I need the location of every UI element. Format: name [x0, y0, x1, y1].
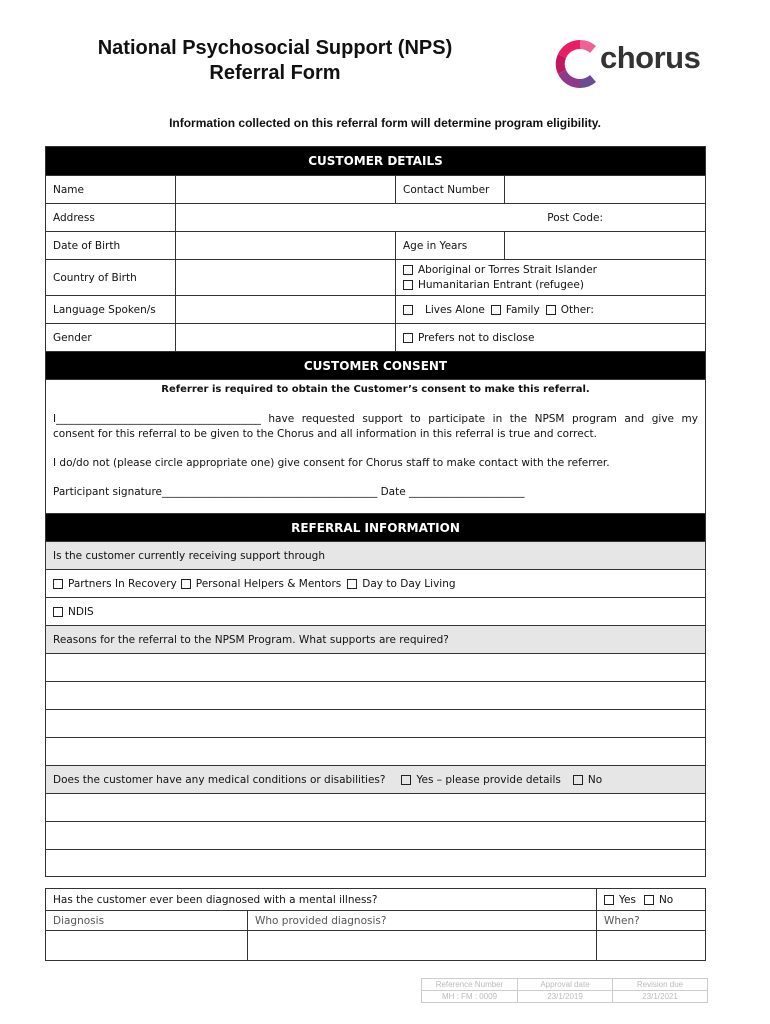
identity-options	[395, 260, 705, 295]
approval-date-label: Approval date	[517, 979, 612, 990]
intro-text: Information collected on this referral form will determine program eligibility.	[169, 116, 601, 130]
gender-row	[46, 323, 705, 351]
diagnosis-no-option[interactable]	[644, 894, 673, 906]
age-label: Age in Years	[395, 232, 504, 259]
medical-question-cell	[46, 766, 705, 793]
name-row	[46, 175, 705, 203]
customer-consent-header-row	[46, 351, 705, 379]
diagnosis-answer-row	[46, 930, 705, 960]
dtdl-text: Day to Day Living	[362, 577, 456, 590]
logo-wordmark: chorus	[600, 40, 701, 75]
diagnosis-table	[45, 888, 706, 961]
phm-text: Personal Helpers & Mentors	[195, 577, 342, 590]
other-option[interactable]	[546, 304, 594, 316]
medical-yes-text: Yes – please provide details	[416, 773, 561, 786]
medical-yes-checkbox[interactable]	[401, 775, 411, 785]
pir-text: Partners In Recovery	[68, 577, 177, 590]
humanitarian-option[interactable]	[403, 278, 584, 293]
language-label: Language Spoken/s	[53, 303, 156, 316]
diagnosis-yes-option[interactable]	[604, 894, 636, 906]
contact-number-field[interactable]	[504, 176, 705, 203]
age-field[interactable]	[504, 232, 705, 259]
diagnosis-options	[596, 889, 705, 910]
referral-form-table	[45, 146, 706, 877]
country-row	[46, 259, 705, 295]
provider-col-header: Who provided diagnosis?	[247, 911, 596, 930]
gender-options	[395, 324, 705, 351]
aboriginal-text: Aboriginal or Torres Strait Islander	[418, 263, 597, 276]
family-text: Family	[505, 303, 540, 316]
language-field[interactable]	[175, 296, 395, 323]
medical-no-text: No	[587, 773, 603, 786]
medical-yes-option[interactable]	[401, 774, 560, 786]
reasons-question: Reasons for the referral to the NPSM Program. What supports are required?	[46, 626, 705, 653]
country-label: Country of Birth	[53, 271, 137, 284]
contact-consent-text: I do/do not (please circle appropriate one) give consent for Chorus staff to make contact with the referrer.	[53, 457, 610, 469]
address-field[interactable]	[175, 204, 705, 231]
medical-answer-line-3[interactable]	[46, 849, 705, 876]
reasons-answer-line-3[interactable]	[46, 709, 705, 737]
reasons-answer-line-4[interactable]	[46, 737, 705, 765]
customer-consent-heading: CUSTOMER CONSENT	[46, 352, 705, 379]
diagnosis-col-header: Diagnosis	[53, 914, 105, 927]
diagnosis-yes-text: Yes	[619, 893, 636, 906]
dtdl-option[interactable]	[347, 578, 455, 590]
consent-statement-line-2: consent for this referral to be given to the Chorus and all information in this referral is true and correct.	[53, 428, 597, 440]
name-field[interactable]	[175, 176, 395, 203]
humanitarian-checkbox[interactable]	[403, 280, 413, 290]
diagnosis-yes-checkbox[interactable]	[604, 895, 614, 905]
when-col-header: When?	[596, 911, 705, 930]
lives-alone-option[interactable]	[403, 304, 485, 316]
lives-alone-checkbox[interactable]	[403, 305, 413, 315]
ref-number-value: MH : FM : 0009	[422, 990, 517, 1002]
referral-info-header-row	[46, 513, 705, 541]
living-options	[395, 296, 705, 323]
consent-statement-line-1: I_______________________________________ have requested support to participate in the NPSM program and give my	[53, 413, 698, 425]
family-option[interactable]	[491, 304, 540, 316]
medical-answer-line-1[interactable]	[46, 793, 705, 821]
support-question: Is the customer currently receiving support through	[46, 542, 705, 569]
support-options	[46, 570, 705, 597]
phm-checkbox[interactable]	[181, 579, 191, 589]
approval-date-value: 23/1/2019	[517, 990, 612, 1002]
medical-no-option[interactable]	[573, 774, 602, 786]
other-text: Other:	[560, 303, 594, 316]
contact-number-label: Contact Number	[395, 176, 504, 203]
ndis-option[interactable]	[53, 606, 94, 618]
title-line-1: National Psychosocial Support (NPS)	[97, 37, 453, 59]
medical-answer-line-2[interactable]	[46, 821, 705, 849]
country-field[interactable]	[175, 260, 395, 295]
title-line-2: Referral Form	[209, 62, 341, 84]
phm-option[interactable]	[181, 578, 342, 590]
consent-body	[46, 379, 705, 513]
gender-field[interactable]	[175, 324, 395, 351]
ndis-options	[46, 598, 705, 625]
language-row	[46, 295, 705, 323]
diagnosis-no-checkbox[interactable]	[644, 895, 654, 905]
gender-label: Gender	[53, 331, 92, 344]
provider-field[interactable]	[247, 931, 596, 960]
ref-number-label: Reference Number	[435, 980, 504, 989]
form-title	[40, 36, 510, 86]
other-checkbox[interactable]	[546, 305, 556, 315]
postcode-label: Post Code:	[547, 211, 603, 224]
consent-note: Referrer is required to obtain the Customer’s consent to make this referral.	[161, 384, 590, 395]
revision-due-value: 23/1/2021	[612, 990, 707, 1002]
signature-line[interactable]: Participant signature_________________________________________ Date ______________________	[53, 486, 525, 498]
dob-field[interactable]	[175, 232, 395, 259]
reasons-answer-line-1[interactable]	[46, 653, 705, 681]
ndis-checkbox[interactable]	[53, 607, 63, 617]
name-label: Name	[53, 183, 84, 196]
prefers-not-option[interactable]	[403, 332, 534, 344]
referral-info-heading: REFERRAL INFORMATION	[46, 514, 705, 541]
address-label: Address	[53, 211, 95, 224]
reasons-answer-line-2[interactable]	[46, 681, 705, 709]
medical-question: Does the customer have any medical conditions or disabilities?	[53, 773, 386, 786]
consent-statement	[53, 412, 698, 442]
prefers-not-text: Prefers not to disclose	[418, 331, 535, 344]
diagnosis-field[interactable]	[46, 931, 247, 960]
dtdl-checkbox[interactable]	[347, 579, 357, 589]
pir-checkbox[interactable]	[53, 579, 63, 589]
reasons-question-row	[46, 625, 705, 653]
diagnosis-no-text: No	[658, 893, 674, 906]
diagnosis-header-row	[46, 910, 705, 930]
aboriginal-option[interactable]	[403, 263, 597, 278]
dob-label: Date of Birth	[53, 239, 121, 252]
address-row	[46, 203, 705, 231]
diagnosis-question: Has the customer ever been diagnosed with a mental illness?	[53, 893, 378, 906]
consent-content	[46, 380, 705, 513]
customer-details-heading: CUSTOMER DETAILS	[46, 147, 705, 175]
medical-question-row	[46, 765, 705, 793]
document-reference-box	[421, 978, 708, 1003]
aboriginal-checkbox[interactable]	[403, 265, 413, 275]
when-field[interactable]	[596, 931, 705, 960]
medical-no-checkbox[interactable]	[573, 775, 583, 785]
dob-row	[46, 231, 705, 259]
humanitarian-text: Humanitarian Entrant (refugee)	[418, 278, 584, 291]
customer-details-header-row	[46, 147, 705, 175]
support-options-row	[46, 569, 705, 597]
diagnosis-question-row	[46, 889, 705, 910]
prefers-not-checkbox[interactable]	[403, 333, 413, 343]
support-question-row	[46, 541, 705, 569]
chorus-logo	[550, 34, 720, 94]
pir-option[interactable]	[53, 578, 177, 590]
lives-alone-text: Lives Alone	[425, 303, 485, 316]
revision-due-label: Revision due	[612, 979, 707, 990]
family-checkbox[interactable]	[491, 305, 501, 315]
ndis-text: NDIS	[68, 605, 94, 618]
ndis-row	[46, 597, 705, 625]
